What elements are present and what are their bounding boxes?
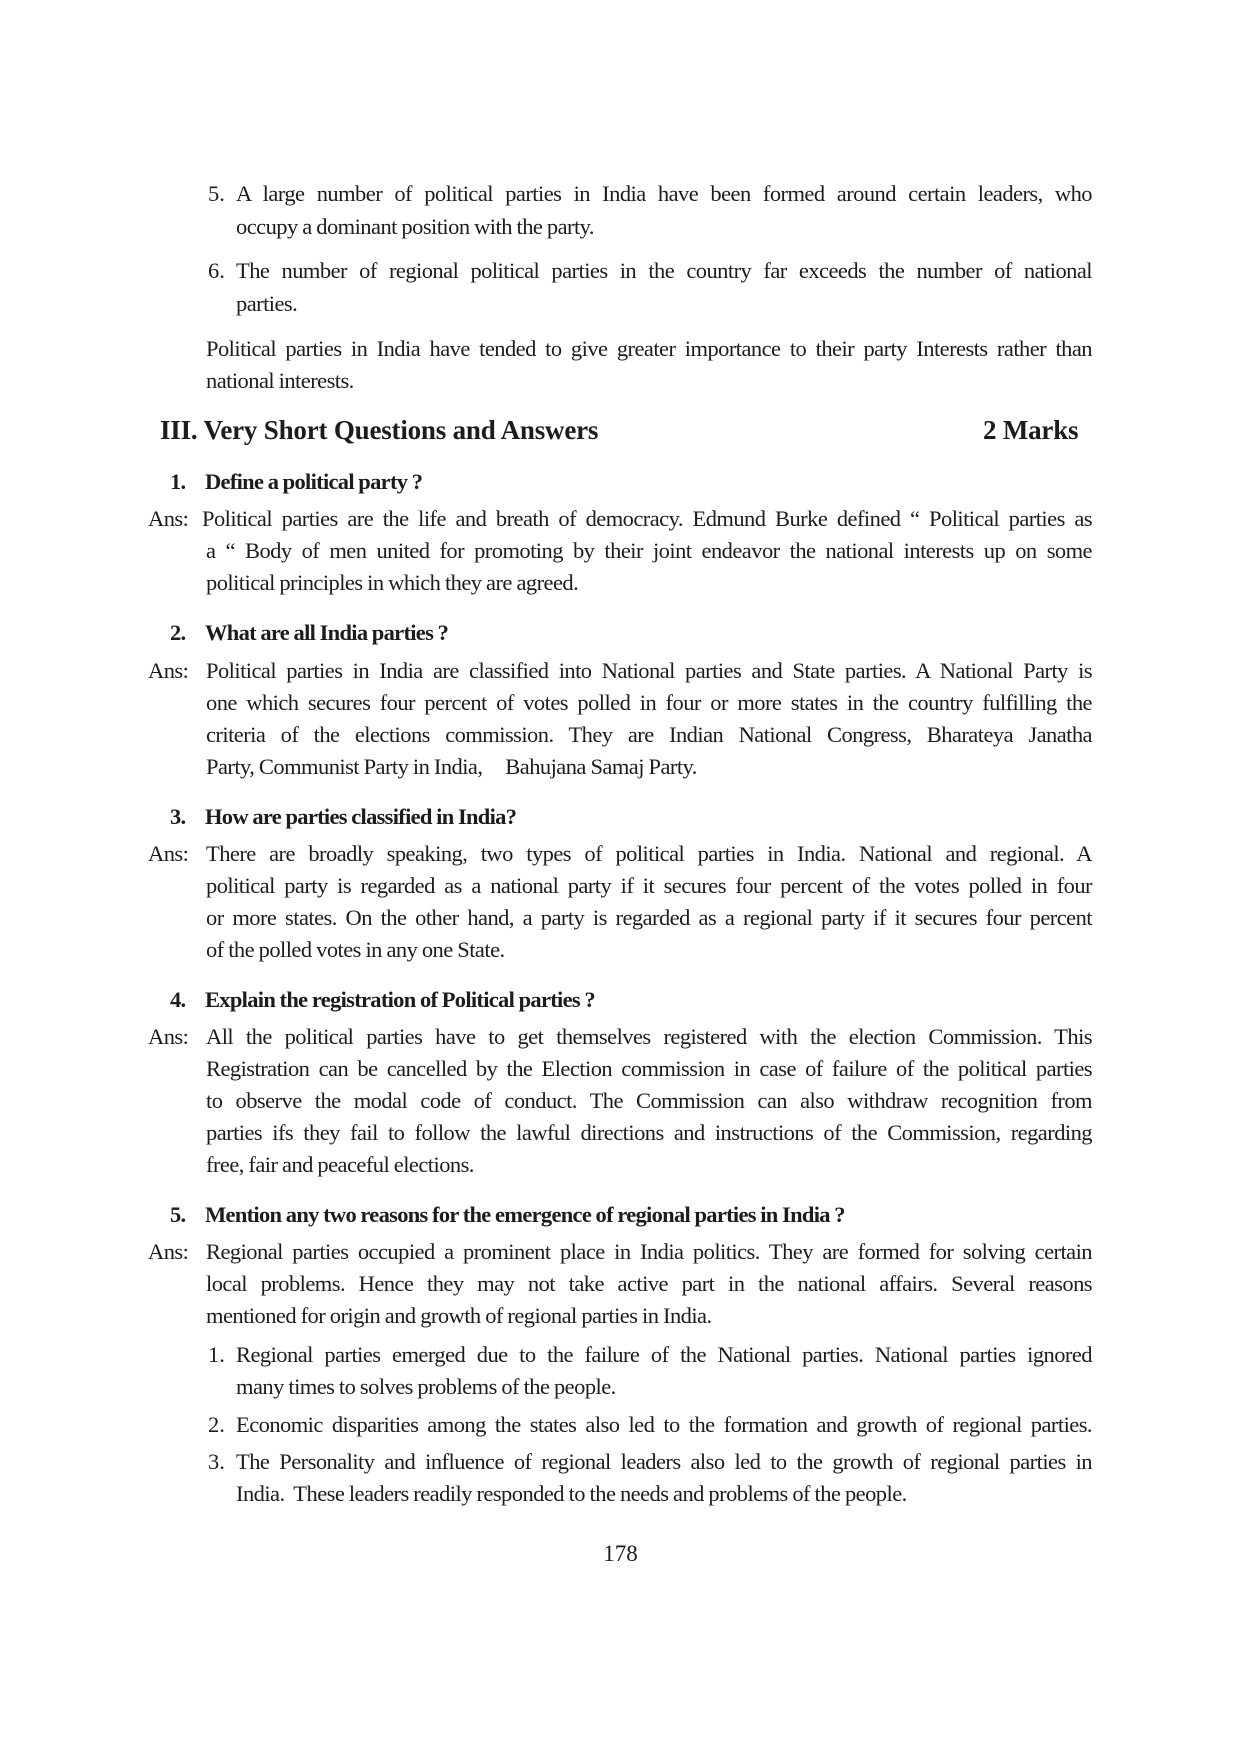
answer-line: of the polled votes in any one State. xyxy=(206,937,505,962)
paragraph-line: national interests. xyxy=(206,368,354,393)
question-text: Define a political party ? xyxy=(205,469,423,494)
answer-line: free, fair and peaceful elections. xyxy=(206,1152,474,1177)
question-text: How are parties classified in India? xyxy=(205,804,517,829)
section-marks: 2 Marks xyxy=(983,415,1079,445)
list-item-text: A large number of political parties in India have been formed around certain leaders, who xyxy=(236,181,1092,206)
page-number: 178 xyxy=(603,1541,638,1566)
list-item-number: 6. xyxy=(208,258,225,283)
question-text: Mention any two reasons for the emergence of regional parties in India ? xyxy=(205,1202,845,1227)
question-text: Explain the registration of Political parties ? xyxy=(205,987,595,1012)
answer-label: Ans: xyxy=(148,1024,189,1049)
list-item-text: The number of regional political parties in the country far exceeds the number of national xyxy=(236,258,1092,283)
sub-point-text: India. These leaders readily responded to the needs and problems of the people. xyxy=(236,1481,907,1506)
sub-point-text: The Personality and influence of regional leaders also led to the growth of regional parties in xyxy=(236,1449,1092,1474)
answer-line: one which secures four percent of votes polled in four or more states in the country fulfilling the xyxy=(206,690,1092,715)
list-item-number: 5. xyxy=(208,181,225,206)
question-number: 3. xyxy=(170,804,186,829)
answer-line: political principles in which they are agreed. xyxy=(206,570,579,595)
sub-point-text: Regional parties emerged due to the failure of the National parties. National parties ignored xyxy=(236,1342,1092,1367)
sub-point-number: 2. xyxy=(208,1412,225,1437)
sub-point-text: many times to solves problems of the people. xyxy=(236,1374,616,1399)
answer-line: or more states. On the other hand, a party is regarded as a regional party if it secures four percent xyxy=(206,905,1092,930)
list-item-text: parties. xyxy=(236,291,298,316)
answer-label: Ans: xyxy=(148,658,189,683)
answer-line: political party is regarded as a national party if it secures four percent of the votes polled in four xyxy=(206,873,1092,898)
sub-point-number: 3. xyxy=(208,1449,225,1474)
answer-line: parties ifs they fail to follow the lawful directions and instructions of the Commission, regarding xyxy=(206,1120,1092,1145)
answer-line: mentioned for origin and growth of regional parties in India. xyxy=(206,1303,712,1328)
sub-point-text: Economic disparities among the states also led to the formation and growth of regional parties. xyxy=(236,1412,1092,1437)
answer-line: Political parties in India are classified into National parties and State parties. A National Party is xyxy=(206,658,1092,683)
answer-line: to observe the modal code of conduct. The Commission can also withdraw recognition from xyxy=(206,1088,1092,1113)
question-text: What are all India parties ? xyxy=(205,620,449,645)
answer-line: Regional parties occupied a prominent place in India politics. They are formed for solving certain xyxy=(206,1239,1092,1264)
answer-line: a “ Body of men united for promoting by their joint endeavor the national interests up on some xyxy=(206,538,1092,563)
question-number: 2. xyxy=(170,620,186,645)
answer-line: criteria of the elections commission. They are Indian National Congress, Bharateya Janatha xyxy=(206,722,1092,747)
answer-label: Ans: xyxy=(148,1239,189,1264)
question-number: 5. xyxy=(170,1202,186,1227)
question-number: 1. xyxy=(170,469,186,494)
section-title: III. Very Short Questions and Answers xyxy=(160,415,599,445)
question-number: 4. xyxy=(170,987,186,1012)
answer-line: Political parties are the life and breath of democracy. Edmund Burke defined “ Political parties as xyxy=(202,506,1092,531)
paragraph-line: Political parties in India have tended to give greater importance to their party Interests rather than xyxy=(206,336,1092,361)
answer-line: All the political parties have to get themselves registered with the election Commission. This xyxy=(206,1024,1092,1049)
answer-line: Party, Communist Party in India, Bahujana Samaj Party. xyxy=(206,754,697,779)
answer-label: Ans: xyxy=(148,506,189,531)
sub-point-number: 1. xyxy=(208,1342,225,1367)
answer-line: Registration can be cancelled by the Election commission in case of failure of the political parties xyxy=(206,1056,1092,1081)
answer-line: local problems. Hence they may not take active part in the national affairs. Several reasons xyxy=(206,1271,1092,1296)
answer-label: Ans: xyxy=(148,841,189,866)
answer-line: There are broadly speaking, two types of political parties in India. National and regional. A xyxy=(206,841,1092,866)
list-item-text: occupy a dominant position with the party. xyxy=(236,214,594,239)
